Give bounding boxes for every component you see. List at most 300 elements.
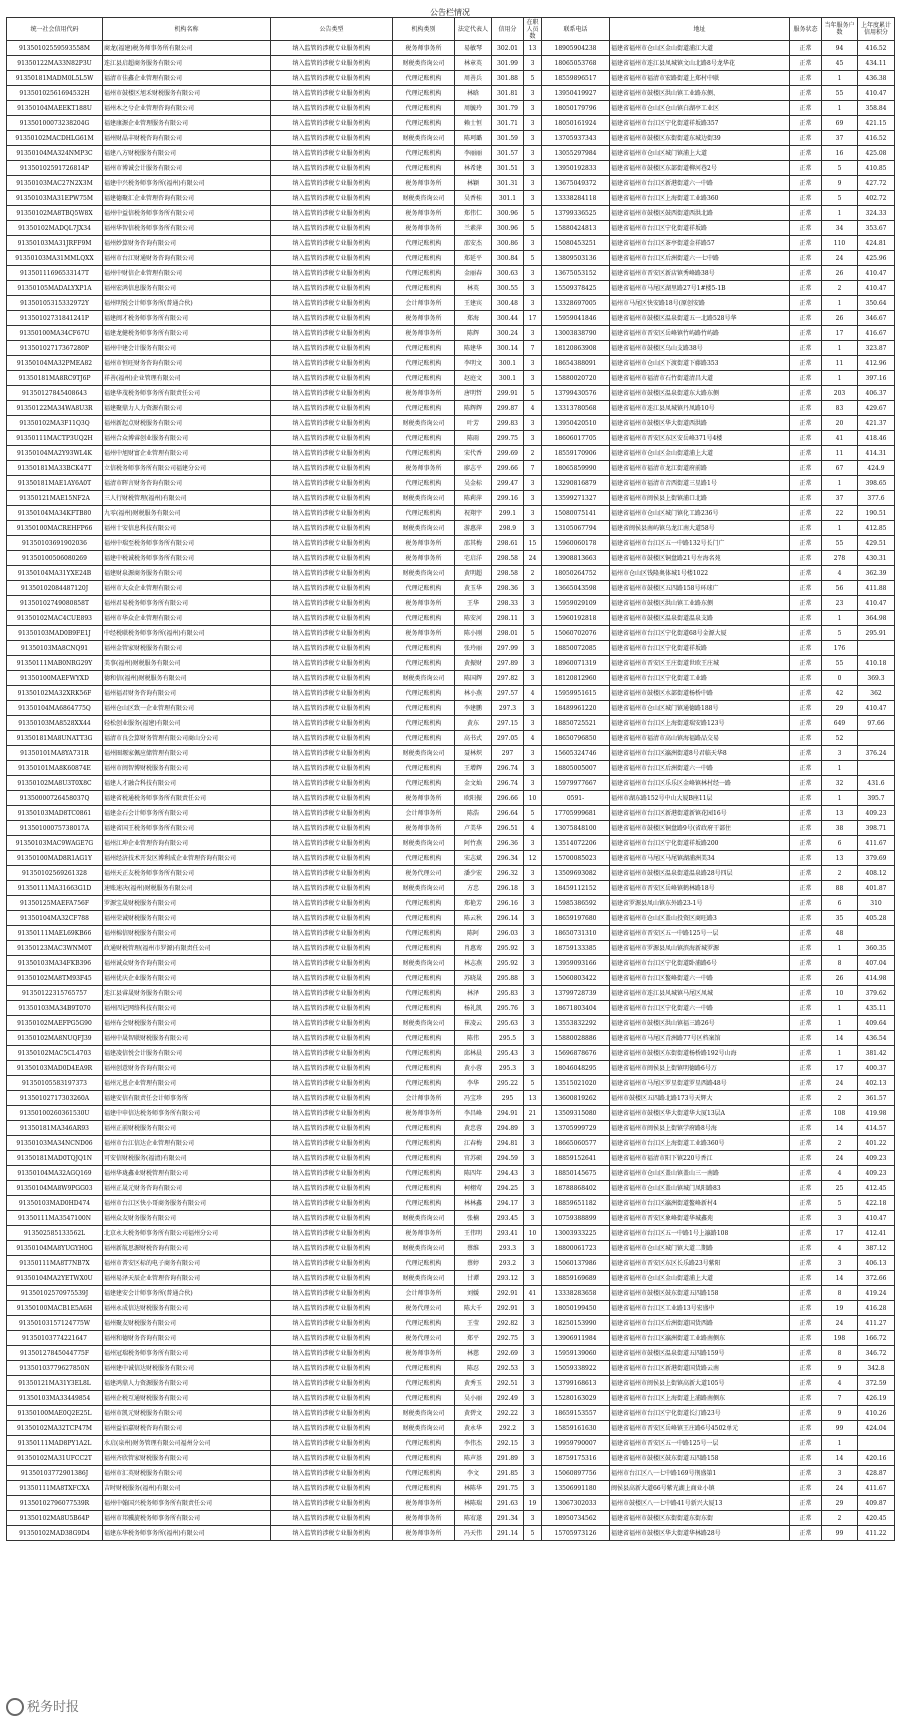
cell-agency-name: 福州冠瑞税务师事务所有限公司 xyxy=(103,1346,271,1361)
cell-legal-rep: 崔凌云 xyxy=(455,1016,492,1031)
cell-staff-count: 19 xyxy=(524,1496,542,1511)
cell-agency-category: 代理记账机构 xyxy=(393,1151,455,1166)
cell-credit-score: 301.51 xyxy=(492,161,524,176)
cell-staff-count: 3 xyxy=(524,266,542,281)
cell-service-status: 正常 xyxy=(790,1316,822,1331)
cell-agency-name: 福州市恒旺财务咨询有限公司 xyxy=(103,356,271,371)
cell-credit-score: 300.96 xyxy=(492,221,524,236)
cell-agency-category: 财税类咨询公司 xyxy=(393,521,455,536)
cell-address: 福建省福州市台江区乐乐区金峰镇林村经一路 xyxy=(610,776,790,791)
cell-staff-count: 5 xyxy=(524,251,542,266)
cell-service-status: 正常 xyxy=(790,641,822,656)
cell-service-status: 正常 xyxy=(790,71,822,86)
cell-notice-type: 纳入监管的涉税专业服务机构 xyxy=(271,941,393,956)
cell-agency-category: 代理记账机构 xyxy=(393,341,455,356)
cell-service-status: 正常 xyxy=(790,401,822,416)
table-row xyxy=(7,266,895,281)
cell-client-count: 6 xyxy=(822,836,858,851)
cell-client-count: 20 xyxy=(822,416,858,431)
cell-client-count: 5 xyxy=(822,161,858,176)
cell-agency-name: 福州企税互通财税服务有限公司 xyxy=(103,1391,271,1406)
table-row xyxy=(7,851,895,866)
cell-notice-type: 纳入监管的涉税专业服务机构 xyxy=(271,551,393,566)
cell-phone: 13675049372 xyxy=(542,176,610,191)
cell-legal-rep: 江春梅 xyxy=(455,1136,492,1151)
cell-credit-code: 91350000726458037Q xyxy=(7,791,103,806)
cell-credit-code: 91350102749080858T xyxy=(7,596,103,611)
cell-phone: 18050199450 xyxy=(542,1301,610,1316)
cell-address: 福建省福州市鼓楼区铜盘路9号(省政府干部住 xyxy=(610,821,790,836)
cell-credit-code: 91350102569261328 xyxy=(7,866,103,881)
cell-client-count: 26 xyxy=(822,971,858,986)
cell-agency-name: 福建德聚汇企业管理咨询有限公司 xyxy=(103,191,271,206)
cell-staff-count: 3 xyxy=(524,881,542,896)
cell-phone: 19959790007 xyxy=(542,1436,610,1451)
cell-service-status: 正常 xyxy=(790,176,822,191)
table-row xyxy=(7,1391,895,1406)
cell-client-count: 24 xyxy=(822,1316,858,1331)
cell-legal-rep: 陈辉辉 xyxy=(455,401,492,416)
cell-notice-type: 纳入监管的涉税专业服务机构 xyxy=(271,776,393,791)
cell-client-count: 1 xyxy=(822,341,858,356)
cell-prior-points: 397.16 xyxy=(858,371,895,386)
cell-service-status: 正常 xyxy=(790,116,822,131)
cell-phone: 15985386592 xyxy=(542,896,610,911)
cell-service-status: 正常 xyxy=(790,536,822,551)
cell-client-count: 8 xyxy=(822,1286,858,1301)
cell-prior-points: 425.96 xyxy=(858,251,895,266)
cell-service-status: 正常 xyxy=(790,1346,822,1361)
cell-prior-points: 395.7 xyxy=(858,791,895,806)
cell-notice-type: 纳入监管的涉税专业服务机构 xyxy=(271,1466,393,1481)
cell-notice-type: 纳入监管的涉税专业服务机构 xyxy=(271,1511,393,1526)
cell-phone: 15959029109 xyxy=(542,596,610,611)
cell-prior-points: 398.65 xyxy=(858,476,895,491)
cell-credit-score: 299.1 xyxy=(492,506,524,521)
cell-legal-rep: 宅启洋 xyxy=(455,551,492,566)
cell-legal-rep: 陈小刚 xyxy=(455,626,492,641)
cell-credit-score: 300.14 xyxy=(492,341,524,356)
table-row xyxy=(7,1406,895,1421)
cell-service-status: 正常 xyxy=(790,416,822,431)
cell-credit-code: 91350104MA8YUGYH0G xyxy=(7,1241,103,1256)
cell-phone: 13908813663 xyxy=(542,551,610,566)
col-header-prior-points: 上年度累计信用积分 xyxy=(858,18,895,41)
cell-staff-count: 3 xyxy=(524,326,542,341)
cell-staff-count: 3 xyxy=(524,1466,542,1481)
cell-prior-points: 409.23 xyxy=(858,1166,895,1181)
cell-prior-points: 419.98 xyxy=(858,1106,895,1121)
cell-service-status: 正常 xyxy=(790,731,822,746)
cell-credit-score: 291.14 xyxy=(492,1526,524,1541)
cell-credit-score: 300.96 xyxy=(492,206,524,221)
col-header-credit-score: 信用分 xyxy=(492,18,524,41)
cell-service-status: 正常 xyxy=(790,386,822,401)
cell-credit-code: 91350103MA31EPW75M xyxy=(7,191,103,206)
cell-agency-name: 福建中税诚税务师事务所有限公司 xyxy=(103,551,271,566)
cell-service-status: 正常 xyxy=(790,1271,822,1286)
cell-address: 福建省福州市晋安区五一中路125号一层 xyxy=(610,1436,790,1451)
cell-credit-code: 91350111MA8TXFCXA xyxy=(7,1481,103,1496)
cell-prior-points: 409.23 xyxy=(858,1151,895,1166)
cell-staff-count: 41 xyxy=(524,1286,542,1301)
cell-address: 福建省福州市马尾区罗星街道罗星西路48号 xyxy=(610,1076,790,1091)
cell-agency-name: 立信税务师事务所有限公司福建分公司 xyxy=(103,461,271,476)
cell-prior-points: 429.51 xyxy=(858,536,895,551)
cell-address: 福建省福州市晋安区岳峰镇王庄路6号4502单元 xyxy=(610,1421,790,1436)
cell-address: 福建省福州市仓山区盖山镇盖山三一南路 xyxy=(610,1166,790,1181)
table-row xyxy=(7,131,895,146)
cell-phone: 13950419927 xyxy=(542,86,610,101)
table-row xyxy=(7,476,895,491)
cell-prior-points: 414.57 xyxy=(858,1121,895,1136)
cell-staff-count: 3 xyxy=(524,491,542,506)
cell-service-status: 正常 xyxy=(790,1076,822,1091)
cell-agency-category: 财税类咨询公司 xyxy=(393,881,455,896)
table-row xyxy=(7,1511,895,1526)
cell-notice-type: 纳入监管的涉税专业服务机构 xyxy=(271,1301,393,1316)
cell-staff-count: 3 xyxy=(524,1271,542,1286)
cell-phone: 18671803404 xyxy=(542,1001,610,1016)
cell-address: 福建省福州市福清市石竹街道清昌大道 xyxy=(610,371,790,386)
cell-notice-type: 纳入监管的涉税专业服务机构 xyxy=(271,656,393,671)
cell-legal-rep: 叶芳 xyxy=(455,416,492,431)
cell-credit-score: 295.3 xyxy=(492,1061,524,1076)
cell-agency-category: 代理记账机构 xyxy=(393,236,455,251)
cell-address: 福建省福州市台江区工业路13号宏盛中 xyxy=(610,1301,790,1316)
cell-agency-name: 福州中瑞至税务师事务所有限公司 xyxy=(103,536,271,551)
cell-credit-code: 91350181MAD0TQJQ1N xyxy=(7,1151,103,1166)
cell-credit-score: 296.03 xyxy=(492,926,524,941)
cell-legal-rep: 赵庭文 xyxy=(455,371,492,386)
cell-credit-code: 91350100MAD8R1AG1Y xyxy=(7,851,103,866)
cell-credit-code: 91350102717367280P xyxy=(7,341,103,356)
cell-legal-rep: 宋志斌 xyxy=(455,851,492,866)
cell-credit-score: 300.63 xyxy=(492,266,524,281)
cell-client-count: 6 xyxy=(822,896,858,911)
cell-prior-points: 420.16 xyxy=(858,1451,895,1466)
cell-agency-name: 福建东华税务师事务所(福州)有限公司 xyxy=(103,1526,271,1541)
cell-agency-category: 会计师事务所 xyxy=(393,806,455,821)
cell-notice-type: 纳入监管的涉税专业服务机构 xyxy=(271,851,393,866)
cell-address: 福建省福州市仓山区金山街道浦江大道 xyxy=(610,41,790,56)
cell-client-count: 26 xyxy=(822,311,858,326)
cell-phone: 18459112152 xyxy=(542,881,610,896)
cell-address: 福建省福州市马尾区青洲路77号区档案馆 xyxy=(610,1031,790,1046)
cell-legal-rep: 陈莉萍 xyxy=(455,491,492,506)
cell-staff-count: 3 xyxy=(524,1256,542,1271)
cell-credit-code: 91350122MA34WA8U3R xyxy=(7,401,103,416)
cell-credit-score: 293.41 xyxy=(492,1226,524,1241)
cell-agency-category: 财税类咨询公司 xyxy=(393,566,455,581)
cell-client-count: 1 xyxy=(822,761,858,776)
cell-staff-count: 3 xyxy=(524,86,542,101)
cell-phone: 18850145675 xyxy=(542,1166,610,1181)
agency-table xyxy=(6,17,895,1541)
cell-credit-score: 293.45 xyxy=(492,1211,524,1226)
cell-credit-score: 296.66 xyxy=(492,791,524,806)
cell-legal-rep: 林章英 xyxy=(455,56,492,71)
cell-legal-rep: 陈云秋 xyxy=(455,911,492,926)
cell-credit-code: 91350102MAC4CUE893 xyxy=(7,611,103,626)
cell-client-count: 17 xyxy=(822,1226,858,1241)
table-row xyxy=(7,1346,895,1361)
cell-legal-rep: 陈建华 xyxy=(455,341,492,356)
cell-credit-score: 299.75 xyxy=(492,431,524,446)
cell-address: 福建省福州市台江区新港街道新镇花园16号 xyxy=(610,806,790,821)
cell-credit-code: 91350105MADALYXP1A xyxy=(7,281,103,296)
col-header-agency-name: 机构名称 xyxy=(103,18,271,41)
cell-service-status: 正常 xyxy=(790,341,822,356)
cell-address: 福建省闽侯县南屿镇乌龙江南大道58号 xyxy=(610,521,790,536)
cell-agency-name: 福州正前财税服务有限公司 xyxy=(103,1121,271,1136)
cell-credit-score: 293.2 xyxy=(492,1256,524,1271)
cell-phone: 18859169689 xyxy=(542,1271,610,1286)
cell-address: 福建省福州市闽侯县上街镇学府路8号海 xyxy=(610,1121,790,1136)
cell-legal-rep: 林慈 xyxy=(455,1346,492,1361)
cell-client-count: 22 xyxy=(822,506,858,521)
cell-agency-name: 美事(福州)财税服务有限公司 xyxy=(103,656,271,671)
cell-agency-name: 福州木之兮企业管理咨询有限公司 xyxy=(103,101,271,116)
cell-notice-type: 纳入监管的涉税专业服务机构 xyxy=(271,866,393,881)
cell-phone: 18659153557 xyxy=(542,1406,610,1421)
cell-notice-type: 纳入监管的涉税专业服务机构 xyxy=(271,791,393,806)
cell-agency-category: 代理记账机构 xyxy=(393,716,455,731)
cell-agency-category: 财税类咨询公司 xyxy=(393,746,455,761)
cell-staff-count: 3 xyxy=(524,56,542,71)
cell-address: 福建省福州市晋安区五一中路125号一层 xyxy=(610,926,790,941)
cell-client-count: 41 xyxy=(822,431,858,446)
cell-agency-category: 代理记账机构 xyxy=(393,641,455,656)
cell-prior-points: 372.66 xyxy=(858,1271,895,1286)
cell-phone: 15060137986 xyxy=(542,1256,610,1271)
cell-credit-code: 91350121MAE15NF2A xyxy=(7,491,103,506)
cell-service-status: 正常 xyxy=(790,851,822,866)
cell-notice-type: 纳入监管的涉税专业服务机构 xyxy=(271,731,393,746)
cell-prior-points: 364.98 xyxy=(858,611,895,626)
cell-staff-count: 4 xyxy=(524,821,542,836)
table-row xyxy=(7,461,895,476)
cell-client-count: 24 xyxy=(822,1481,858,1496)
cell-staff-count: 4 xyxy=(524,686,542,701)
cell-prior-points: 410.26 xyxy=(858,1406,895,1421)
cell-agency-name: 福州建中诚信达财税服务有限公司 xyxy=(103,1361,271,1376)
table-caption: 公告栏情况 xyxy=(430,8,470,17)
cell-phone: 18850072085 xyxy=(542,641,610,656)
cell-client-count: 9 xyxy=(822,1406,858,1421)
cell-client-count: 3 xyxy=(822,1256,858,1271)
cell-notice-type: 纳入监管的涉税专业服务机构 xyxy=(271,386,393,401)
cell-agency-name: 福州创意财务咨询有限公司 xyxy=(103,1061,271,1076)
cell-client-count: 1 xyxy=(822,941,858,956)
table-row xyxy=(7,1106,895,1121)
cell-agency-category: 代理记账机构 xyxy=(393,926,455,941)
cell-legal-rep: 金丽春 xyxy=(455,266,492,281)
cell-credit-score: 294.17 xyxy=(492,1196,524,1211)
cell-service-status: 正常 xyxy=(790,506,822,521)
cell-address: 福建省福州市台江区五一中路132号长门广 xyxy=(610,536,790,551)
cell-credit-score: 299.66 xyxy=(492,461,524,476)
cell-client-count: 17 xyxy=(822,326,858,341)
cell-legal-rep: 林陈华 xyxy=(455,1481,492,1496)
cell-phone: 18065859990 xyxy=(542,461,610,476)
cell-credit-code: 91350105583197373 xyxy=(7,1076,103,1091)
cell-legal-rep: 兰素萍 xyxy=(455,221,492,236)
cell-credit-score: 301.79 xyxy=(492,101,524,116)
cell-notice-type: 纳入监管的涉税专业服务机构 xyxy=(271,146,393,161)
cell-legal-rep: 冯天伟 xyxy=(455,1526,492,1541)
cell-notice-type: 纳入监管的涉税专业服务机构 xyxy=(271,596,393,611)
table-row xyxy=(7,731,895,746)
cell-agency-category: 税务师事务所 xyxy=(393,791,455,806)
cell-service-status: 正常 xyxy=(790,521,822,536)
table-row xyxy=(7,656,895,671)
cell-notice-type: 纳入监管的涉税专业服务机构 xyxy=(271,521,393,536)
cell-agency-name: 福州聚友财税服务有限公司 xyxy=(103,1316,271,1331)
cell-legal-rep: 吴金标 xyxy=(455,476,492,491)
cell-legal-rep: 苏晓晟 xyxy=(455,971,492,986)
cell-phone: 15959139060 xyxy=(542,1346,610,1361)
cell-client-count: 3 xyxy=(822,1466,858,1481)
cell-legal-rep: 刘媛 xyxy=(455,1286,492,1301)
cell-phone: 15696878676 xyxy=(542,1046,610,1061)
cell-agency-name: 福州市台江财通财务咨询有限公司 xyxy=(103,251,271,266)
cell-client-count: 35 xyxy=(822,911,858,926)
cell-credit-score: 299.47 xyxy=(492,476,524,491)
col-header-address: 地址 xyxy=(610,18,790,41)
cell-staff-count: 12 xyxy=(524,851,542,866)
cell-notice-type: 纳入监管的涉税专业服务机构 xyxy=(271,1121,393,1136)
cell-legal-rep: 黄秀玉 xyxy=(455,1376,492,1391)
table-row xyxy=(7,836,895,851)
cell-credit-score: 301.31 xyxy=(492,176,524,191)
cell-credit-score: 300.44 xyxy=(492,311,524,326)
cell-prior-points: 342.8 xyxy=(858,1361,895,1376)
cell-legal-rep: 林希建 xyxy=(455,161,492,176)
cell-credit-score: 292.51 xyxy=(492,1376,524,1391)
cell-address: 福州市鼓楼区五四路北路173号天辉大 xyxy=(610,1091,790,1106)
cell-phone: 18046048295 xyxy=(542,1061,610,1076)
cell-credit-code: 91350123MAC3WNM0T xyxy=(7,941,103,956)
cell-legal-rep: 郑延平 xyxy=(455,251,492,266)
cell-credit-code: 91350101MA8K60874E xyxy=(7,761,103,776)
cell-prior-points: 97.66 xyxy=(858,716,895,731)
cell-legal-rep: 赖士恒 xyxy=(455,116,492,131)
cell-staff-count: 3 xyxy=(524,1136,542,1151)
cell-agency-name: 轻松创业服务(福建)有限公司 xyxy=(103,716,271,731)
cell-agency-category: 代理记账机构 xyxy=(393,476,455,491)
cell-agency-category: 代理记账机构 xyxy=(393,1436,455,1451)
table-row xyxy=(7,446,895,461)
cell-address: 福建省福州市台江区宁化街道六一中路 xyxy=(610,1001,790,1016)
cell-client-count: 1 xyxy=(822,521,858,536)
cell-credit-code: 91350104MA8W9PGG03 xyxy=(7,1181,103,1196)
table-row xyxy=(7,191,895,206)
cell-prior-points: 418.46 xyxy=(858,431,895,446)
cell-credit-score: 291.63 xyxy=(492,1496,524,1511)
cell-client-count: 42 xyxy=(822,686,858,701)
cell-legal-rep: 欧阳振 xyxy=(455,791,492,806)
cell-service-status: 正常 xyxy=(790,1481,822,1496)
cell-staff-count: 3 xyxy=(524,1151,542,1166)
table-row xyxy=(7,701,895,716)
cell-legal-rep: 高书式 xyxy=(455,731,492,746)
cell-service-status: 正常 xyxy=(790,791,822,806)
cell-agency-name: 福州市邦骥旋税务师事务所有限公司 xyxy=(103,1511,271,1526)
cell-staff-count: 10 xyxy=(524,1226,542,1241)
cell-staff-count: 2 xyxy=(524,446,542,461)
cell-credit-code: 91350100073238204G xyxy=(7,116,103,131)
cell-address: 福建省福州市鼓楼区铜盘路21号左海名苑 xyxy=(610,551,790,566)
cell-agency-name: 福州合众博睿创业服务有限公司 xyxy=(103,431,271,446)
cell-notice-type: 纳入监管的涉税专业服务机构 xyxy=(271,746,393,761)
cell-phone: 18950734562 xyxy=(542,1511,610,1526)
cell-credit-score: 299.87 xyxy=(492,401,524,416)
cell-notice-type: 纳入监管的涉税专业服务机构 xyxy=(271,356,393,371)
cell-address: 福建省福州市台江区五一中路1号上瀛路108 xyxy=(610,1226,790,1241)
cell-credit-code: 91350127845044775F xyxy=(7,1346,103,1361)
cell-credit-code: 91350102MAD38G9D4 xyxy=(7,1526,103,1541)
cell-notice-type: 纳入监管的涉税专业服务机构 xyxy=(271,701,393,716)
cell-service-status: 正常 xyxy=(790,1436,822,1451)
cell-phone: 13509315080 xyxy=(542,1106,610,1121)
cell-address: 福建省福州市鼓楼区东街街道杨桥路192号山海 xyxy=(610,1046,790,1061)
cell-agency-name: 连江县睿晟财务服务有限公司 xyxy=(103,986,271,1001)
cell-credit-score: 294.43 xyxy=(492,1166,524,1181)
cell-credit-code: 91350103MAD0D4EA9R xyxy=(7,1061,103,1076)
cell-prior-points: 323.87 xyxy=(858,341,895,356)
cell-agency-name: 福州市台江区快小哥商务服务有限公司 xyxy=(103,1196,271,1211)
cell-phone: 18650796850 xyxy=(542,731,610,746)
cell-phone: 15960192818 xyxy=(542,611,610,626)
cell-staff-count: 3 xyxy=(524,701,542,716)
cell-agency-category: 代理记账机构 xyxy=(393,431,455,446)
cell-client-count: 2 xyxy=(822,1091,858,1106)
cell-notice-type: 纳入监管的涉税专业服务机构 xyxy=(271,101,393,116)
cell-agency-name: 水启(泉州)财务管理有限公司福州分公司 xyxy=(103,1436,271,1451)
cell-prior-points: 406.13 xyxy=(858,1256,895,1271)
cell-agency-category: 代理记账机构 xyxy=(393,761,455,776)
cell-credit-score: 292.49 xyxy=(492,1391,524,1406)
cell-address: 福建省福州市鼓楼区鼓东街道五四路158 xyxy=(610,1286,790,1301)
cell-staff-count: 3 xyxy=(524,1046,542,1061)
cell-credit-code: 91350103779627850N xyxy=(7,1361,103,1376)
cell-prior-points: 434.11 xyxy=(858,56,895,71)
cell-credit-code: 91350103MA34NCND06 xyxy=(7,1136,103,1151)
cell-phone: 13799168613 xyxy=(542,1376,610,1391)
cell-client-count: 9 xyxy=(822,176,858,191)
cell-staff-count: 3 xyxy=(524,1361,542,1376)
cell-credit-code: 91350102MA3F11Q3Q xyxy=(7,416,103,431)
cell-agency-category: 税务师事务所 xyxy=(393,551,455,566)
cell-agency-name: 福州齐欣管家财税服务有限公司 xyxy=(103,1451,271,1466)
cell-client-count: 48 xyxy=(822,926,858,941)
cell-agency-category: 代理记账机构 xyxy=(393,1316,455,1331)
cell-legal-rep: 李伟杰 xyxy=(455,1436,492,1451)
cell-staff-count: 10 xyxy=(524,791,542,806)
cell-service-status: 正常 xyxy=(790,1421,822,1436)
cell-phone: 18250153990 xyxy=(542,1316,610,1331)
cell-client-count: 0 xyxy=(822,671,858,686)
cell-agency-category: 代理记账机构 xyxy=(393,731,455,746)
cell-prior-points: 411.67 xyxy=(858,1481,895,1496)
cell-agency-name: 福州华珑鑫业财税管理有限公司 xyxy=(103,1166,271,1181)
cell-credit-score: 294.81 xyxy=(492,1136,524,1151)
cell-legal-rep: 方忠 xyxy=(455,881,492,896)
cell-service-status: 正常 xyxy=(790,671,822,686)
cell-prior-points: 190.51 xyxy=(858,506,895,521)
cell-credit-code: 91350102MA32TCP47M xyxy=(7,1421,103,1436)
